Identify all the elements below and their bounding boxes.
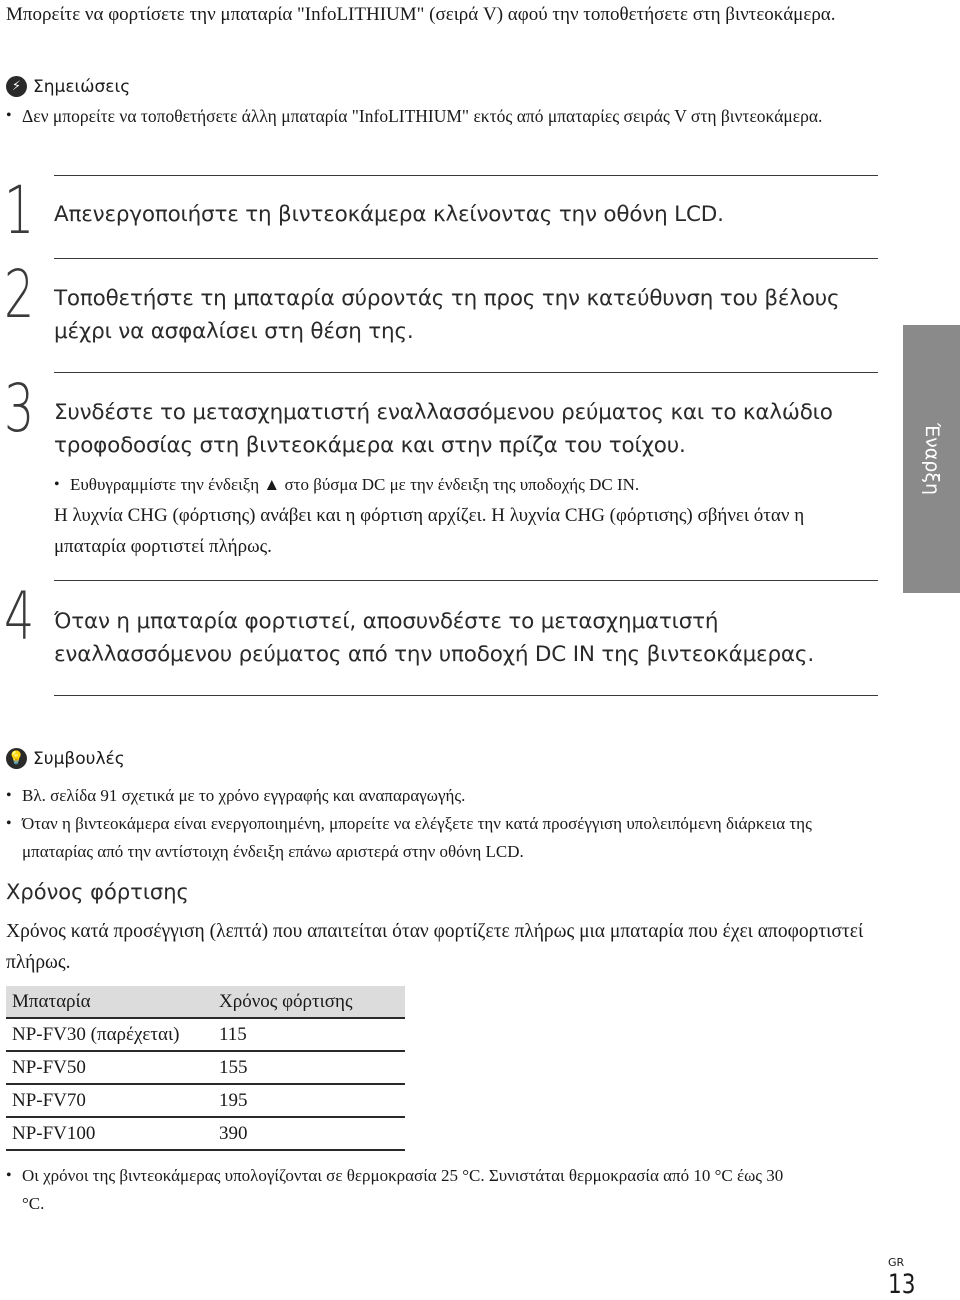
- side-tab-label: Έναρξη: [920, 422, 943, 496]
- step-bullet: [54, 471, 874, 499]
- tip-text: Όταν η βιντεοκάμερα είναι ενεργοποιημένη, μπορείτε να ελέγξετε την κατά προσέγγιση υπολειπόμενη διάρκεια της μπαταρίας από την αντίστοιχη ένδειξη επάνω αριστερά στην οθόνη LCD.: [22, 814, 812, 861]
- notes-list: [6, 102, 866, 130]
- tips-heading: [6, 748, 125, 769]
- table-header-row: [6, 986, 405, 1018]
- step-divider: [54, 372, 878, 373]
- section-side-tab: [903, 325, 960, 593]
- time-cell: 195: [213, 1084, 405, 1117]
- step-number: 4: [4, 578, 35, 655]
- bullet-icon: •: [6, 787, 12, 804]
- note-icon: ⚡: [6, 76, 27, 97]
- tip-text: Βλ. σελίδα 91 σχετικά με το χρόνο εγγραφής και αναπαραγωγής.: [22, 786, 466, 805]
- footnote-list: [6, 1162, 806, 1218]
- step-text: Τοποθετήστε τη μπαταρία σύροντάς τη προς την κατεύθυνση του βέλους μέχρι να ασφαλίσει στη θέση της.: [54, 286, 840, 344]
- footnote-text: Οι χρόνοι της βιντεοκάμερας υπολογίζονται σε θερμοκρασία 25 °C. Συνιστάται θερμοκρασία από 10 °C έως 30 °C.: [22, 1166, 784, 1213]
- bullet-icon: •: [6, 815, 12, 832]
- tips-heading-label: Συμβουλές: [33, 748, 125, 769]
- bullet-icon: •: [6, 1167, 12, 1184]
- step-text: Συνδέστε το μετασχηματιστή εναλλασσόμενου ρεύματος και το καλώδιο τροφοδοσίας στη βιντεοκάμερα και στην πρίζα του τοίχου.: [54, 400, 833, 458]
- charging-table: [6, 986, 405, 1151]
- time-cell: 115: [213, 1018, 405, 1051]
- notes-heading-label: Σημειώσεις: [33, 76, 131, 97]
- list-item: [6, 810, 876, 866]
- page-language: GR: [888, 1256, 905, 1269]
- intro-text: Μπορείτε να φορτίσετε την μπαταρία "InfoLITHIUM" (σειρά V) αφού την τοποθετήσετε στη βιντεοκάμερα.: [6, 4, 836, 25]
- note-text: Δεν μπορείτε να τοποθετήσετε άλλη μπαταρία "InfoLITHIUM" εκτός από μπαταρίες σειράς V στη βιντεοκάμερα.: [22, 106, 823, 126]
- battery-cell: NP-FV50: [6, 1051, 213, 1084]
- time-cell: 155: [213, 1051, 405, 1084]
- time-cell: 390: [213, 1117, 405, 1150]
- column-header: Χρόνος φόρτισης: [213, 986, 405, 1018]
- table-row: [6, 1117, 405, 1150]
- step-text: Απενεργοποιήστε τη βιντεοκάμερα κλείνοντας την οθόνη LCD.: [54, 202, 724, 227]
- column-header: Μπαταρία: [6, 986, 213, 1018]
- step-divider: [54, 175, 878, 176]
- step-number: 3: [4, 370, 35, 447]
- page-number: 13: [888, 1269, 916, 1300]
- notes-heading: [6, 76, 130, 97]
- step-divider: [54, 695, 878, 696]
- list-item: [6, 782, 876, 810]
- table-row: [6, 1018, 405, 1051]
- battery-cell: NP-FV70: [6, 1084, 213, 1117]
- step-text: Όταν η μπαταρία φορτιστεί, αποσυνδέστε το μετασχηματιστή εναλλασσόμενου ρεύματος από την υποδοχή DC IN της βιντεοκάμερας.: [54, 609, 814, 667]
- step-divider: [54, 580, 878, 581]
- step-divider: [54, 258, 878, 259]
- step-number: 2: [4, 256, 35, 333]
- bullet-icon: •: [6, 107, 12, 124]
- table-row: [6, 1084, 405, 1117]
- list-item: [6, 1162, 806, 1218]
- battery-cell: NP-FV100: [6, 1117, 213, 1150]
- list-item: [6, 102, 866, 130]
- section-title: Χρόνος φόρτισης: [6, 880, 189, 904]
- section-description: Χρόνος κατά προσέγγιση (λεπτά) που απαιτείται όταν φορτίζετε πλήρως μια μπαταρία που έχει αποφορτιστεί πλήρως.: [6, 921, 864, 973]
- battery-cell: NP-FV30 (παρέχεται): [6, 1018, 213, 1051]
- step-bullet-text: Ευθυγραμμίστε την ένδειξη ▲ στο βύσμα DC με την ένδειξη της υποδοχής DC IN.: [70, 475, 640, 494]
- table-row: [6, 1051, 405, 1084]
- tips-list: [6, 782, 876, 866]
- step-number: 1: [4, 172, 35, 249]
- step-body: Η λυχνία CHG (φόρτισης) ανάβει και η φόρτιση αρχίζει. Η λυχνία CHG (φόρτισης) σβήνει όταν η μπαταρία φορτιστεί πλήρως.: [54, 505, 805, 557]
- lightbulb-icon: 💡: [6, 748, 27, 769]
- bullet-icon: •: [54, 476, 60, 493]
